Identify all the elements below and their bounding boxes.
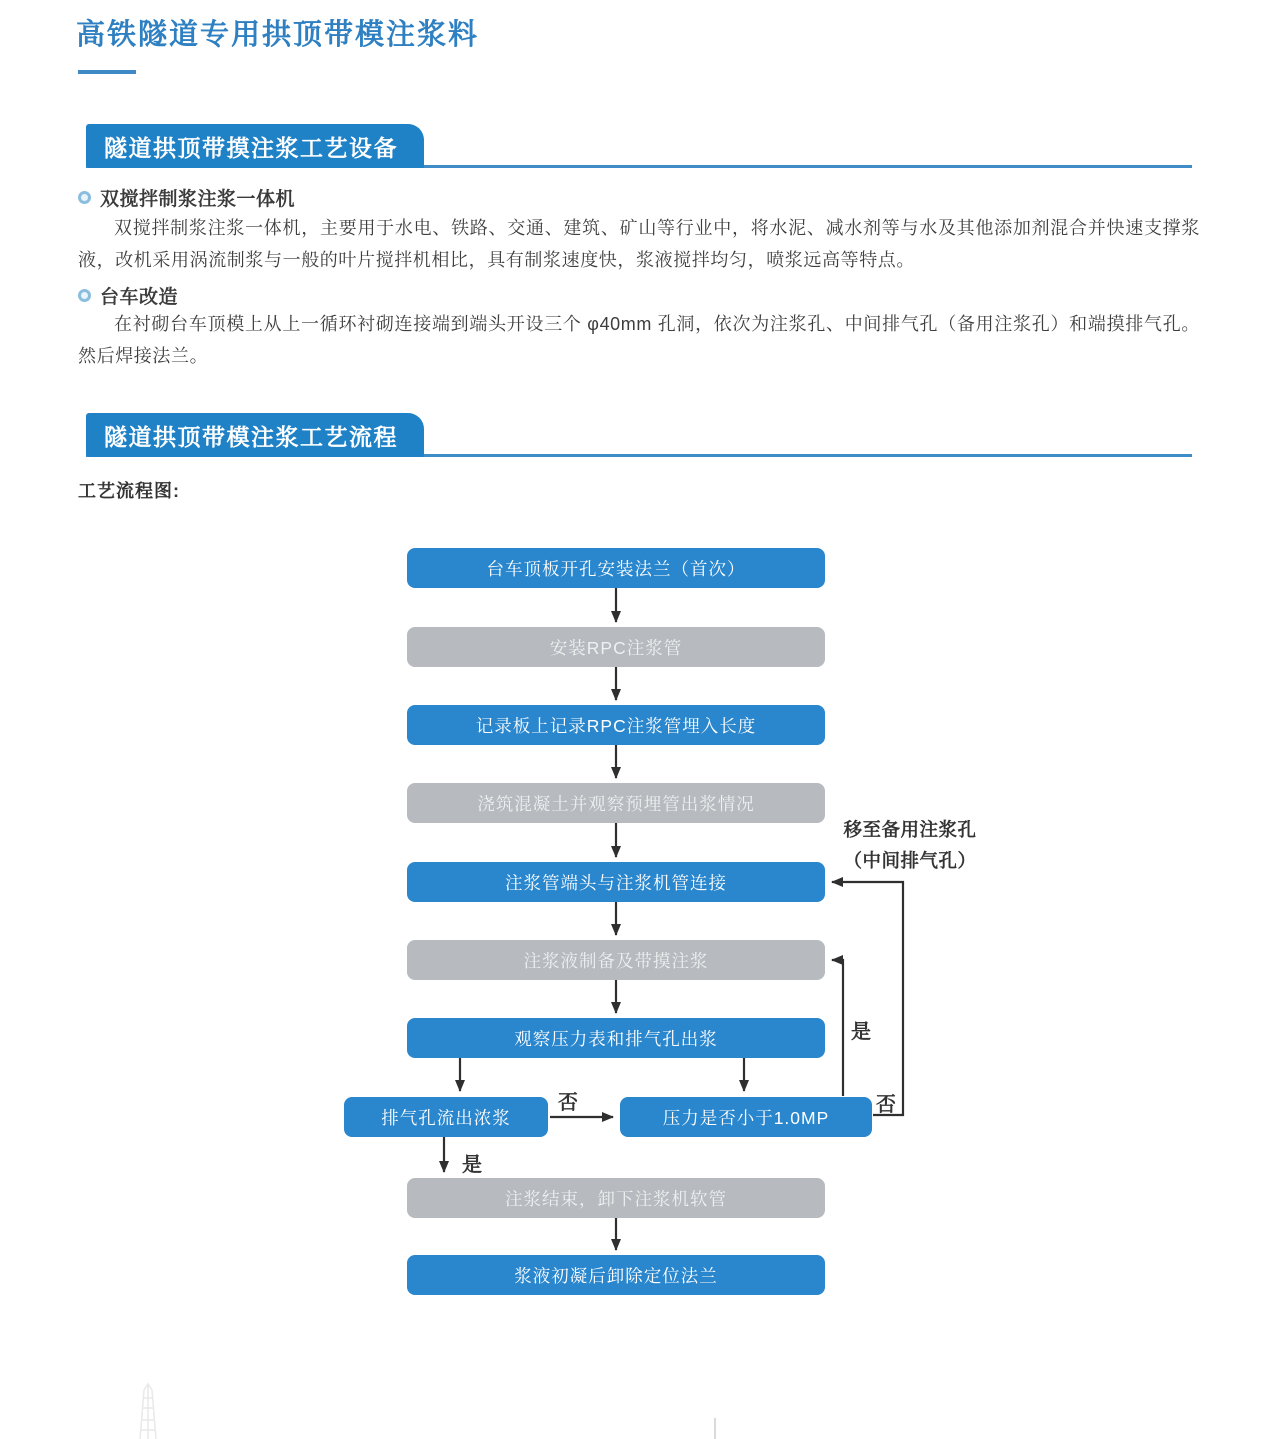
flow-step-6: 注浆液制备及带摸注浆 <box>407 940 825 980</box>
ring-bullet-icon <box>78 289 91 302</box>
section-banner-equipment <box>86 124 1192 168</box>
banner-tab-label: 隧道拱顶带模注浆工艺流程 <box>86 413 424 457</box>
paragraph-trolley: 在衬砌台车顶模上从上一循环衬砌连接端到端头开设三个 φ40mm 孔洞，依次为注浆孔、中间排气孔（备用注浆孔）和端摸排气孔。然后焊接法兰。 <box>78 314 1200 366</box>
page-title: 高铁隧道专用拱顶带模注浆料 <box>76 19 480 51</box>
ring-bullet-icon <box>78 191 91 204</box>
title-underline <box>78 70 136 74</box>
bullet-label: 双搅拌制浆注浆一体机 <box>100 189 296 210</box>
bullet-label: 台车改造 <box>100 287 179 308</box>
edge-label-yes-branch: 是 <box>462 1154 482 1176</box>
edge-label-no-branch: 否 <box>558 1092 578 1114</box>
flowchart <box>0 540 1280 1330</box>
flow-step-5: 注浆管端头与注浆机管连接 <box>407 862 825 902</box>
flow-caption: 工艺流程图: <box>78 481 180 501</box>
flow-step-9: 压力是否小于1.0MP <box>620 1097 872 1137</box>
flow-step-3: 记录板上记录RPC注浆管埋入长度 <box>407 705 825 745</box>
flow-step-1: 台车顶板开孔安装法兰（首次） <box>407 548 825 588</box>
edge-label-yes-loop: 是 <box>851 1021 871 1043</box>
flow-step-8: 排气孔流出浓浆 <box>344 1097 548 1137</box>
flow-annotation-line2: （中间排气孔） <box>843 850 977 871</box>
flow-annotation <box>820 814 1000 876</box>
banner-tab-label: 隧道拱顶带摸注浆工艺设备 <box>86 124 424 168</box>
flow-step-11: 浆液初凝后卸除定位法兰 <box>407 1255 825 1295</box>
flow-step-7: 观察压力表和排气孔出浆 <box>407 1018 825 1058</box>
edge-label-no-loop: 否 <box>876 1094 896 1116</box>
building-watermark-icon <box>118 1382 208 1439</box>
bullet-item-trolley <box>78 282 178 309</box>
bottom-page-mark <box>714 1418 716 1439</box>
flow-annotation-line1: 移至备用注浆孔 <box>843 819 977 840</box>
paragraph-mixer: 双搅拌制浆注浆一体机，主要用于水电、铁路、交通、建筑、矿山等行业中，将水泥、减水剂等与水及其他添加剂混合并快速支撑浆液，改机采用涡流制浆与一般的叶片搅拌机相比，具有制浆速度快，浆液搅拌均匀，喷浆远高等特点。 <box>78 218 1200 270</box>
flow-step-10: 注浆结束，卸下注浆机软管 <box>407 1178 825 1218</box>
flow-step-2: 安装RPC注浆管 <box>407 627 825 667</box>
bullet-item-mixer <box>78 184 295 211</box>
section-banner-process <box>86 413 1192 457</box>
flow-step-4: 浇筑混凝土并观察预埋管出浆情况 <box>407 783 825 823</box>
